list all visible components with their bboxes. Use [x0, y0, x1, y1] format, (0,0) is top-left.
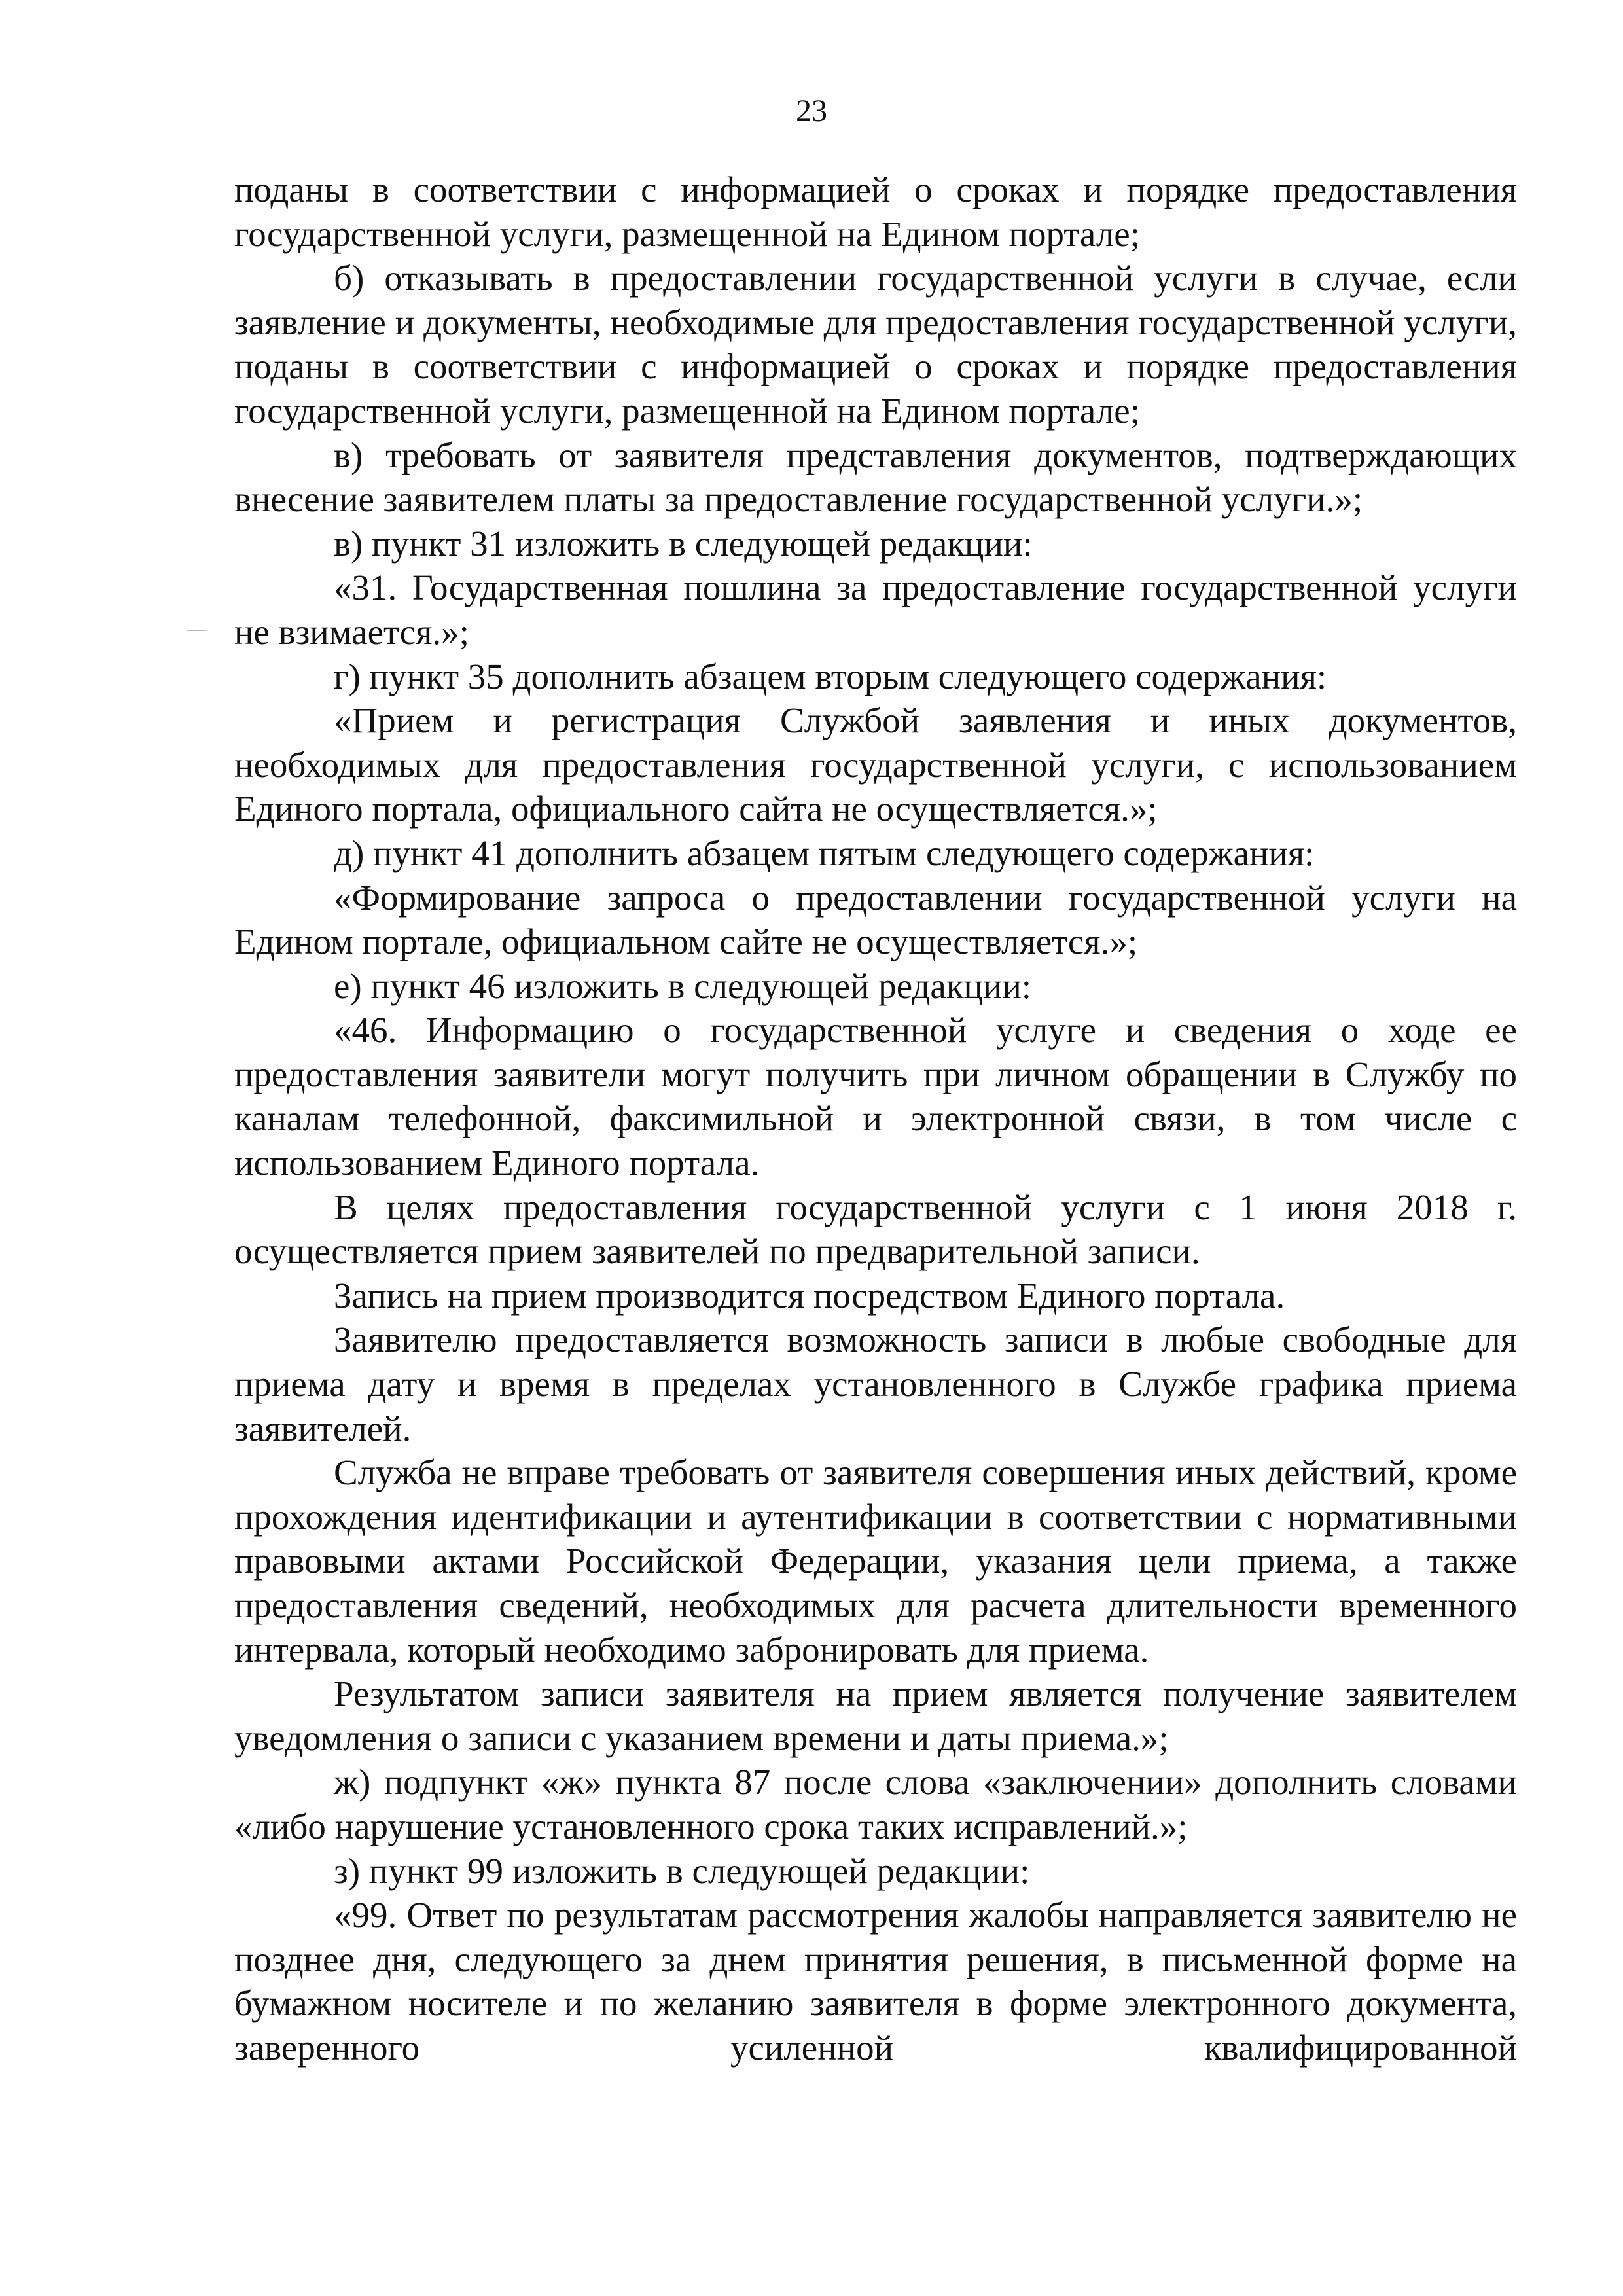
- paragraph-z-point-99: з) пункт 99 изложить в следующей редакции:: [334, 1850, 1030, 1891]
- paragraph-d-point-41: д) пункт 41 дополнить абзацем пятым следующего содержания:: [334, 833, 1315, 873]
- paragraph-e-point-46: е) пункт 46 изложить в следующей редакции:: [334, 965, 1032, 1006]
- paragraph-point-46-text: «46. Информацию о государственной услуге и сведения о ходе ее предоставления заявители могут получить при личном обращении в Службу по каналам телефонной, факсимильной и электронной связи, в том числе с использованием Единого портала.: [234, 1010, 1517, 1183]
- paragraph-appointment-choice: Заявителю предоставляется возможность записи в любые свободные для приема дату и время в пределах установленного в Службе графика приема заявителей.: [234, 1319, 1517, 1448]
- paragraph-point-99-text: «99. Ответ по результатам рассмотрения жалобы направляется заявителю не позднее дня, следующего за днем принятия решения, в письменной форме на бумажном носителе и по желанию заявителя в форме электронного документа, заверенного усиленной квалифицированной: [234, 1895, 1517, 2068]
- paragraph-pre-appointment: В целях предоставления государственной услуги с 1 июня 2018 г. осуществляется прием заявителей по предварительной записи.: [234, 1187, 1517, 1272]
- document-body: [234, 168, 1517, 2070]
- paragraph-appointment-result: Результатом записи заявителя на прием является получение заявителем уведомления о записи с указанием времени и даты приема.»;: [234, 1674, 1517, 1758]
- paragraph-point-41-text: «Формирование запроса о предоставлении государственной услуги на Едином портале, официальном сайте не осуществляется.»;: [234, 877, 1517, 962]
- paragraph-point-35-text: «Прием и регистрация Службой заявления и иных документов, необходимых для предоставления государственной услуги, с использованием Единого портала, официального сайта не осуществляется.»;: [234, 700, 1517, 829]
- paragraph-v-require: в) требовать от заявителя представления документов, подтверждающих внесение заявителем платы за предоставление государственной услуги.»;: [234, 435, 1517, 520]
- paragraph-appointment-portal: Запись на прием производится посредством Единого портала.: [334, 1275, 1285, 1316]
- paragraph-v-point-31: в) пункт 31 изложить в следующей редакции:: [334, 523, 1033, 564]
- paragraph-zh-point-87: ж) подпункт «ж» пункта 87 после слова «заключении» дополнить словами «либо нарушение установленного срока таких исправлений.»;: [234, 1762, 1517, 1846]
- paragraph-g-point-35: г) пункт 35 дополнить абзацем вторым следующего содержания:: [334, 656, 1327, 696]
- margin-mark: [187, 630, 207, 631]
- paragraph-b-refuse: б) отказывать в предоставлении государственной услуги в случае, если заявление и документы, необходимые для предоставления государственной услуги, поданы в соответствии с информацией о сроках и порядке предоставления государственной услуги, размещенной на Едином портале;: [234, 258, 1517, 431]
- paragraph-continuation: поданы в соответствии с информацией о сроках и порядке предоставления государственной услуги, размещенной на Едином портале;: [234, 170, 1517, 254]
- paragraph-service-restrictions: Служба не вправе требовать от заявителя совершения иных действий, кроме прохождения идентификации и аутентификации в соответствии с нормативными правовыми актами Российской Федерации, указания цели приема, а также предоставления сведений, необходимых для расчета длительности временного интервала, который необходимо забронировать для приема.: [234, 1452, 1517, 1670]
- page-number: 23: [796, 94, 827, 128]
- paragraph-point-31-text: «31. Государственная пошлина за предоставление государственной услуги не взимается.»;: [234, 567, 1517, 652]
